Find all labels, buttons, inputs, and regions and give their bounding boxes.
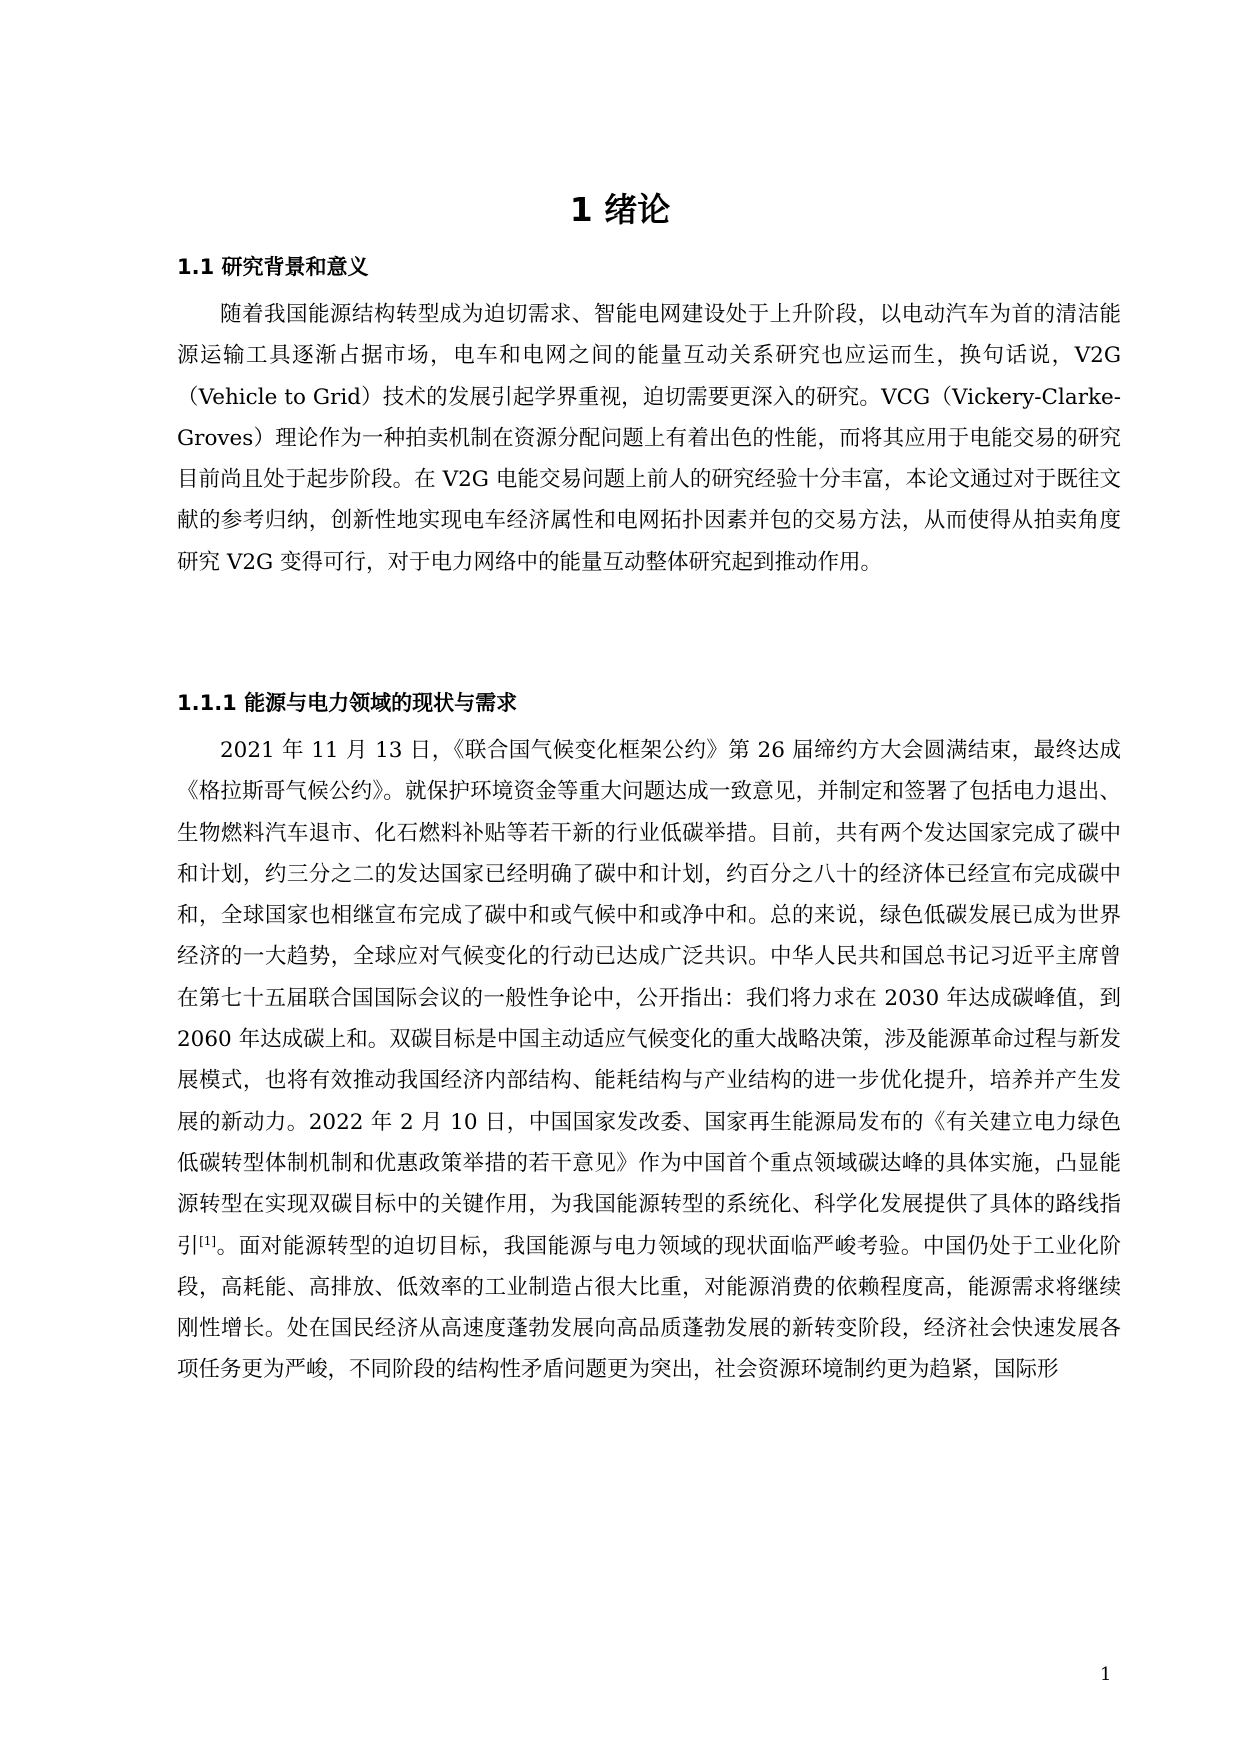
paragraph-text-part1: 2021 年 11 月 13 日，《联合国气候变化框架公约》第 26 届缔约方大会圆满结束，最终达成《格拉斯哥气候公约》。就保护环境资金等重大问题达成一致意见，并制定和签署了包括电力退出、生物燃料汽车退市、化石燃料补贴等若干新的行业低碳举措。目前，共有两个发达国家完成了碳中和计划，约三分之二的发达国家已经明确了碳中和计划，约百分之八十的经济体已经宣布完成碳中和，全球国家也相继宣布完成了碳中和或气候中和或净中和。总的来说，绿色低碳发展已成为世界经济的一大趋势，全球应对气候变化的行动已达成广泛共识。中华人民共和国总书记习近平主席曾在第七十五届联合国国际会议的一般性争论中，公开指出：我们将力求在 2030 年达成碳峰值，到 2060 年达成碳上和。双碳目标是中国主动适应气候变化的重大战略决策，涉及能源革命过程与新发展模式，也将有效推动我国经济内部结构、能耗结构与产业结构的进一步优化提升，培养并产生发展的新动力。2022 年 2 月 10 日，中国国家发改委、国家再生能源局发布的《有关建立电力绿色低碳转型体制机制和优惠政策举措的若干意见》作为中国首个重点领域碳达峰的具体实施，凸显能源转型在实现双碳目标中的关键作用，为我国能源转型的系统化、科学化发展提供了具体的路线指引 [177, 738, 1121, 1259]
subsection-heading: 1.1.1 能源与电力领域的现状与需求 [177, 691, 518, 715]
citation-ref[interactable]: [1] [199, 1233, 217, 1248]
subsection-paragraph [177, 730, 1121, 1391]
paragraph-text-part2: 。面对能源转型的迫切目标，我国能源与电力领域的现状面临严峻考验。中国仍处于工业化阶段，高耗能、高排放、低效率的工业制造占很大比重，对能源消费的依赖程度高，能源需求将继续刚性增长。处在国民经济从高速度蓬勃发展向高品质蓬勃发展的新转变阶段，经济社会快速发展各项任务更为严峻，不同阶段的结构性矛盾问题更为突出，社会资源环境制约更为趋紧，国际形 [177, 1233, 1121, 1383]
chapter-title: 1 绪论 [569, 190, 671, 229]
section-paragraph: 随着我国能源结构转型成为迫切需求、智能电网建设处于上升阶段，以电动汽车为首的清洁能源运输工具逐渐占据市场，电车和电网之间的能量互动关系研究也应运而生，换句话说，V2G（Vehicle to Grid）技术的发展引起学界重视，迫切需要更深入的研究。VCG（Vickery-Clarke-Groves）理论作为一种拍卖机制在资源分配问题上有着出色的性能，而将其应用于电能交易的研究目前尚且处于起步阶段。在 V2G 电能交易问题上前人的研究经验十分丰富，本论文通过对于既往文献的参考归纳，创新性地实现电车经济属性和电网拓扑因素并包的交易方法，从而使得从拍卖角度研究 V2G 变得可行，对于电力网络中的能量互动整体研究起到推动作用。 [177, 302, 1121, 575]
section-heading: 1.1 研究背景和意义 [177, 255, 369, 279]
page-number: 1 [1100, 1664, 1112, 1685]
